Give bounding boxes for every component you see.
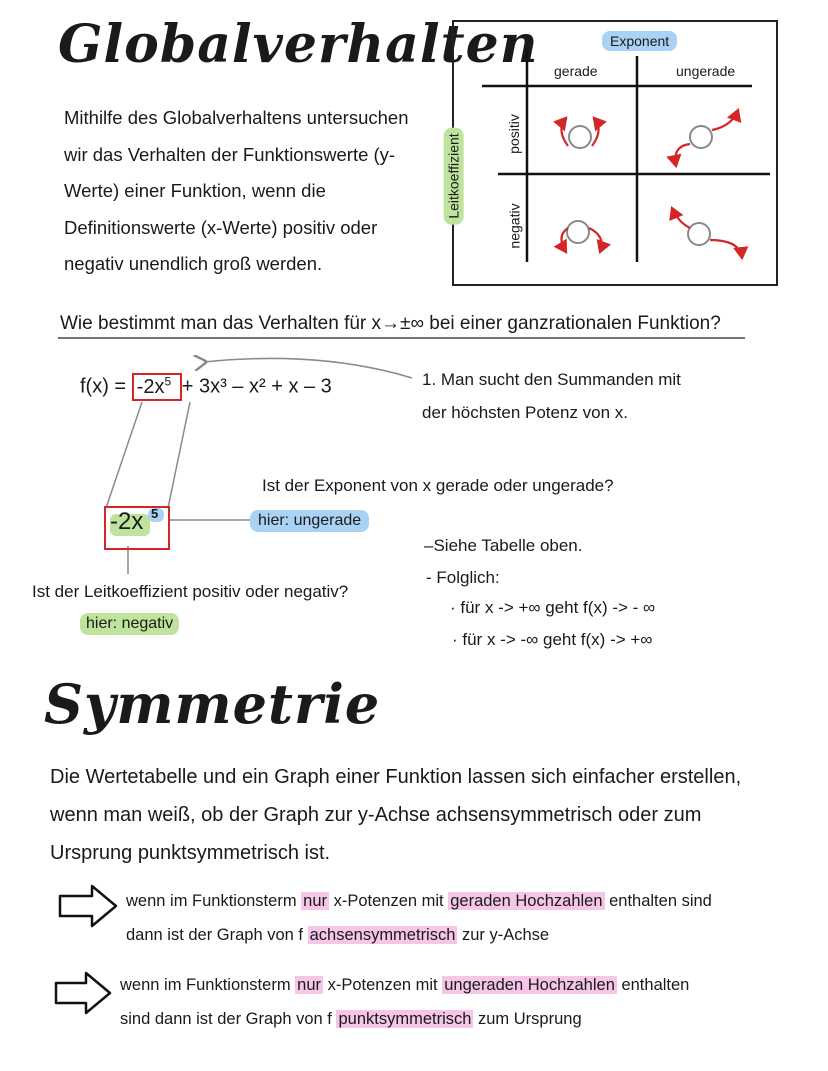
- formula-lhs: f(x) =: [80, 375, 127, 398]
- rule1-axis-symmetric: achsensymmetrisch: [309, 926, 456, 944]
- lead-term-text: [110, 508, 143, 536]
- rule2-point-symmetric: punktsymmetrisch: [338, 1010, 472, 1028]
- formula-lead-base: -2x: [136, 375, 165, 398]
- formula-rest: + 3x³ – x² + x – 3: [181, 375, 332, 398]
- curve-pos-even: [561, 118, 598, 148]
- symmetrie-title: Symmetrie: [44, 672, 381, 736]
- globalverhalten-title: Globalverhalten: [58, 14, 539, 75]
- coef-answer: hier: negativ: [80, 613, 179, 635]
- rule1-even-exponents: geraden Hochzahlen: [450, 892, 603, 910]
- row-negative-label: negativ: [506, 203, 523, 249]
- rule2-text-a: wenn im Funktionsterm: [120, 976, 296, 994]
- column-even-label: gerade: [554, 63, 598, 79]
- step1-line2: der höchsten Potenz von x.: [422, 403, 629, 422]
- rule2-text-f: sind dann ist der Graph von f: [120, 1010, 337, 1028]
- rule1-text-f: dann ist der Graph von f: [126, 926, 308, 944]
- rule1-text-a: wenn im Funktionsterm: [126, 892, 302, 910]
- see-table: –Siehe Tabelle oben.: [424, 536, 583, 555]
- symmetrie-intro: Die Wertetabelle und ein Graph einer Funktion lassen sich einfacher erstellen, wenn man weiß, ob der Graph zur y-Achse achsensymmetrisch oder zum Ursprung punktsymmetrisch ist.: [50, 766, 742, 864]
- lead-term-base: -2x: [110, 508, 144, 535]
- rule1-text-e: enthalten sind: [604, 892, 712, 910]
- result-minus-infinity: · für x -> -∞ geht f(x) -> +∞: [452, 630, 653, 649]
- rule-point-symmetry: [120, 968, 780, 1036]
- leitkoeffizient-label: Leitkoeffizient: [444, 127, 464, 224]
- rule2-nur: nur: [297, 976, 322, 994]
- rule1-text-h: zur y-Achse: [457, 926, 550, 944]
- column-odd-label: ungerade: [676, 63, 736, 79]
- curve-neg-odd: [672, 208, 742, 258]
- rule2-text-h: zum Ursprung: [473, 1010, 582, 1028]
- curve-neg-even: [561, 221, 601, 252]
- curve-pos-odd: [675, 110, 738, 166]
- rule2-text-c: x-Potenzen mit: [323, 976, 443, 994]
- exponent-answer: hier: ungerade: [250, 510, 369, 532]
- rule1-text-c: x-Potenzen mit: [329, 892, 449, 910]
- exponent-label: Exponent: [602, 31, 677, 51]
- exponent-question: Ist der Exponent von x gerade oder ungerade?: [262, 476, 614, 495]
- rule2-text-e: enthalten: [616, 976, 690, 994]
- lead-term-exponent: 5: [151, 506, 159, 521]
- rule1-nur: nur: [303, 892, 328, 910]
- row-positive-label: positiv: [505, 114, 522, 154]
- end-behavior-question: Wie bestimmt man das Verhalten für x→±∞ bei einer ganzrationalen Funktion?: [60, 313, 721, 334]
- folglich: - Folglich:: [426, 568, 500, 587]
- arrow-rule1-icon: [60, 886, 116, 926]
- result-plus-infinity: · für x -> +∞ geht f(x) -> - ∞: [450, 598, 656, 617]
- globalverhalten-intro: Mithilfe des Globalverhaltens untersuchen wir das Verhalten der Funktionswerte (y-Werte) einer Funktion, wenn die Definitionswerte (x-Werte) positiv oder negativ unendlich groß werden.: [64, 107, 409, 274]
- coef-question: Ist der Leitkoeffizient positiv oder negativ?: [32, 582, 349, 601]
- function-formula: [80, 374, 332, 399]
- step1-line1: 1. Man sucht den Summanden mit: [422, 370, 681, 389]
- formula-lead-exponent: 5: [164, 374, 172, 388]
- arrow-rule2-icon: [56, 973, 110, 1013]
- rule-axis-symmetry: [126, 884, 786, 952]
- formula-lead-term: [132, 373, 182, 401]
- rule2-odd-exponents: ungeraden Hochzahlen: [444, 976, 615, 994]
